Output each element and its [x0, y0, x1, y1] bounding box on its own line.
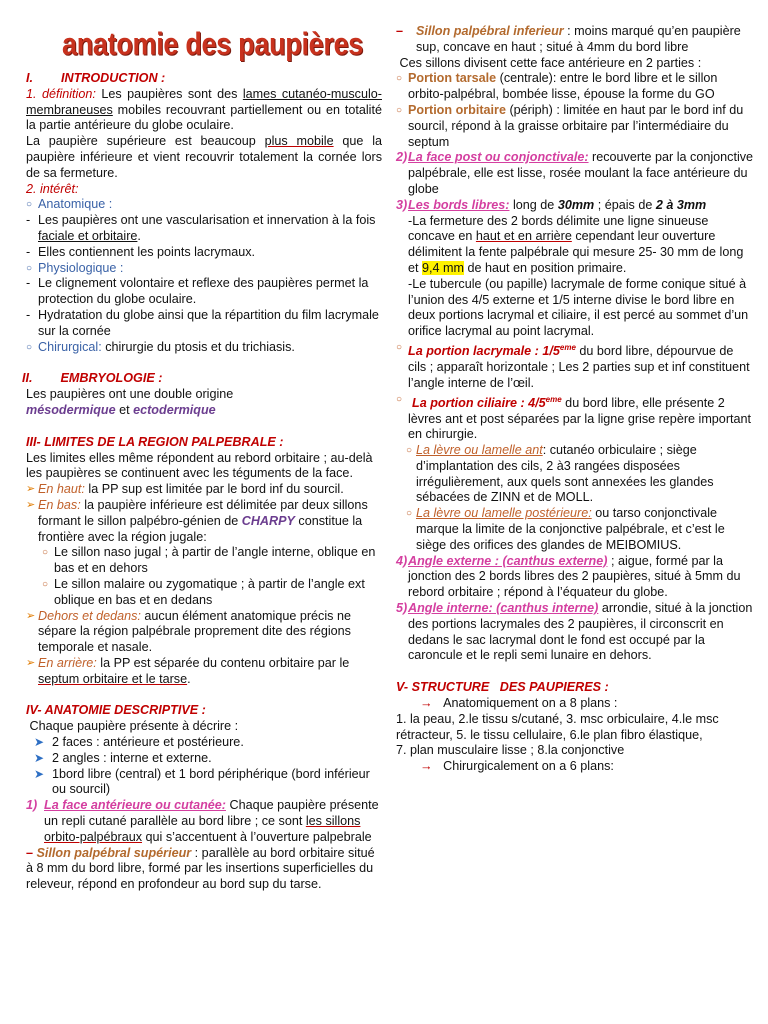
sillons-divisent: Ces sillons divisent cette face antérieure en 2 parties : — [396, 55, 702, 70]
limites-intro: Les limites elles même répondent au rebord orbitaire ; au-delà les paupières se continuent avec les téguments de la face. — [26, 450, 373, 481]
circle-bullet-icon: ○ — [26, 341, 33, 353]
right-arrow-icon: → — [420, 759, 433, 774]
sillon-superieur-item: – Sillon palpébral supérieur : parallèle au bord orbitaire situé à 8 mm du bord libre, formé par les insertions superficielles du releveur, répond en profondeur au bord sup du tarse. — [26, 845, 375, 892]
circle-bullet-icon: ○ — [396, 73, 403, 85]
bords-paragraph-2: -Le tubercule (ou papille) lacrymale de forme conique situé à l’union des 4/5 externe et 1/5 interne divise le bord libre en deux portions lacrymal et ciliaire, il est percé au sommet d’un orifice lacrymal au point lacrymal. — [408, 276, 749, 339]
bords-paragraph-1: -La fermeture des 2 bords délimite une ligne sinueuse concave en haut et en arrière cependant leur ouverture délimitent la fente palpébrale qui mesure 25- 30 mm de long et 9,4 mm de haut en position primaire. — [408, 213, 744, 275]
upper-eyelid-paragraph: La paupière supérieure est beaucoup plus mobile que la paupière inférieure et vient recouvrir totalement la cornée lors de sa fermeture. — [26, 134, 383, 180]
embryologie-origins: mésodermique et ectodermique — [26, 402, 216, 417]
circle-bullet-icon: ○ — [396, 393, 403, 405]
portion-tarsale-item: ○ Portion tarsale (centrale): entre le bord libre et le sillon orbito-palpébral, bombée lisse, épouse la forme du GO — [396, 71, 718, 102]
arrow-bullet-icon: ➢ — [26, 609, 36, 622]
limit-arriere-item: ➢ En arrière: la PP est séparée du contenu orbitaire par le septum orbitaire et le tarse. — [26, 655, 350, 686]
portion-ciliaire-item: ○ La portion ciliaire : 4/5eme du bord libre, elle présente 2 lèvres ant et post séparées par la ligne grise repère important en chirurgie. — [396, 393, 752, 442]
dash-bullet-icon: - — [26, 307, 31, 322]
levre-anterieure-item: ○ La lèvre ou lamelle ant: cutanéo orbiculaire ; siège d’implantation des cils, 2 à3 rangées disposées irrégulièrement, aux quels sont annexées les glandes sébacées de ZINN et de MOLL. — [406, 443, 714, 505]
structure-chir-item: → Chirurgicalement on a 6 plans: — [420, 759, 614, 774]
arrow-bullet-icon: ➢ — [26, 656, 36, 669]
circle-bullet-icon: ○ — [26, 199, 33, 211]
right-arrow-icon: → — [420, 696, 433, 711]
list-item: ➤ 2 faces : antérieure et postérieure. — [34, 735, 244, 750]
list-item: ○ Le sillon malaire ou zygomatique ; à partir de l’angle ext oblique en bas et en dedans — [42, 576, 365, 607]
list-item: ➤ 2 angles : interne et externe. — [34, 750, 212, 765]
section-embryologie-heading: II. EMBRYOLOGIE : — [22, 371, 163, 386]
list-item: ➤ 1bord libre (central) et 1 bord périphérique (bord inférieur ou sourcil) — [34, 766, 370, 797]
section-introduction-heading: I. INTRODUCTION : — [26, 71, 166, 85]
limit-dehors-item: ➢ Dehors et dedans: aucun élément anatomique précis ne sépare la région palpébrale proprement dite des régions temporale et nasale. — [26, 608, 351, 655]
anatomique-item: ○ Anatomique : — [26, 197, 113, 212]
angle-interne-item: 5) Angle interne: (canthus interne) arrondie, situé à la jonction des portions lacrymales des 2 paupières, il circonscrit en dedans le sac lacrymal dont le fond est occupé par la caroncule et le repli semi lunaire en dehors. — [396, 601, 753, 663]
chevron-bullet-icon: ➤ — [34, 735, 45, 750]
physiologique-item: ○ Physiologique : — [26, 260, 124, 275]
page-title: anatomie des paupières — [62, 27, 364, 62]
circle-bullet-icon: ○ — [406, 508, 413, 520]
highlighted-value: 9,4 mm — [422, 260, 465, 275]
arrow-bullet-icon: ➢ — [26, 498, 36, 511]
limit-bas-item: ➢ En bas: la paupière inférieure est délimitée par deux sillons formant le sillon palpébro-génien de CHARPY constitue la frontière avec la région jugale: — [26, 497, 368, 544]
list-item: - Le clignement volontaire et reflexe des paupières permet la protection du globe oculaire. — [26, 276, 369, 307]
portion-orbitaire-item: ○ Portion orbitaire (périph) : limitée en haut par le bord inf du sourcil, répond à la graisse orbitaire par l’intermédiaire du septum — [396, 102, 744, 149]
definition-paragraph: 1. définition: Les paupières sont des lames cutanéo-musculo-membraneuses mobiles recouvrant partiellement ou en totalité la partie antérieure du globe oculaire. — [26, 86, 382, 133]
circle-bullet-icon: ○ — [26, 262, 33, 274]
levre-posterieure-item: ○ La lèvre ou lamelle postérieure: ou tarso conjonctivale marque la limite de la conjonctive palpébrale, et c’est le siège des orifices des glandes de MEIBOMIUS. — [406, 506, 725, 552]
angle-externe-item: 4) Angle externe : (canthus externe) ; aigue, formé par la jonction des 2 bords libres des 2 paupières, situé à 5mm du rebord orbitaire ; répond à l’équateur du globe. — [396, 553, 741, 600]
structure-anat-item: → Anatomiquement on a 8 plans : — [420, 696, 618, 711]
circle-bullet-icon: ○ — [42, 547, 49, 559]
anatomie-intro: Chaque paupière présente à décrire : — [26, 719, 239, 734]
circle-bullet-icon: ○ — [396, 104, 403, 116]
left-column — [22, 0, 383, 893]
chirurgical-item: ○ Chirurgical: chirurgie du ptosis et du trichiasis. — [26, 339, 295, 354]
structure-list-b: 7. plan musculaire lisse ; 8.la conjonctive — [396, 743, 625, 758]
interet-heading: 2. intérêt: — [26, 181, 79, 196]
section-limites-heading: III- LIMITES DE LA REGION PALPEBRALE : — [26, 434, 284, 449]
bords-libres-item: 3) Les bords libres: long de 30mm ; épais de 2 à 3mm — [396, 197, 707, 212]
list-item: - Hydratation du globe ainsi que la répartition du film lacrymale sur la cornée — [26, 307, 379, 338]
list-item: - Elles contiennent les points lacrymaux. — [26, 244, 256, 259]
dash-bullet-icon: - — [26, 276, 31, 291]
chevron-bullet-icon: ➤ — [34, 750, 45, 765]
sillon-inferieur-item: – Sillon palpébral inferieur : moins marqué qu’en paupière sup, concave en haut ; situé à 4mm du bord libre — [396, 24, 741, 54]
list-item: ○ Le sillon naso jugal ; à partir de l’angle interne, oblique en bas et en dehors — [42, 545, 376, 576]
portion-lacrymale-item: ○ La portion lacrymale : 1/5eme du bord libre, dépourvue de cils ; apparaît horizontale ; Les 2 parties sup et inf constituent l’angle interne de l’œil. — [396, 341, 750, 390]
face-posterieure-item: 2) La face post ou conjonctivale: recouverte par la conjonctive palpébrale, elle est lisse, rosée moulant la face antérieure du globe — [396, 150, 754, 196]
embryologie-text: Les paupières ont une double origine — [26, 387, 234, 402]
dash-bullet-icon: - — [26, 213, 31, 228]
structure-list-a: 1. la peau, 2.le tissu s/cutané, 3. msc orbiculaire, 4.le msc rétracteur, 5. le tissu cellulaire, 6.le plan fibro élastique, — [396, 711, 719, 742]
dash-bullet-icon: - — [26, 244, 31, 259]
circle-bullet-icon: ○ — [406, 445, 413, 457]
section-structure-heading: V- STRUCTURE DES PAUPIERES : — [396, 680, 609, 695]
arrow-bullet-icon: ➢ — [26, 483, 36, 496]
face-anterieure-item: 1) La face antérieure ou cutanée: Chaque paupière présente un repli cutané parallèle au bord libre ; ce sont les sillons orbito-palpébraux qui s’accentuent à l’ouverture palpebrale — [26, 798, 379, 844]
right-column — [396, 0, 754, 775]
section-anatomie-heading: IV- ANATOMIE DESCRIPTIVE : — [26, 703, 206, 718]
list-item: - Les paupières ont une vascularisation et innervation à la fois faciale et orbitaire. — [26, 213, 376, 243]
circle-bullet-icon: ○ — [396, 341, 403, 353]
limit-haut-item: ➢ En haut: la PP sup est limitée par le bord inf du sourcil. — [26, 482, 344, 497]
circle-bullet-icon: ○ — [42, 578, 49, 590]
chevron-bullet-icon: ➤ — [34, 766, 45, 781]
